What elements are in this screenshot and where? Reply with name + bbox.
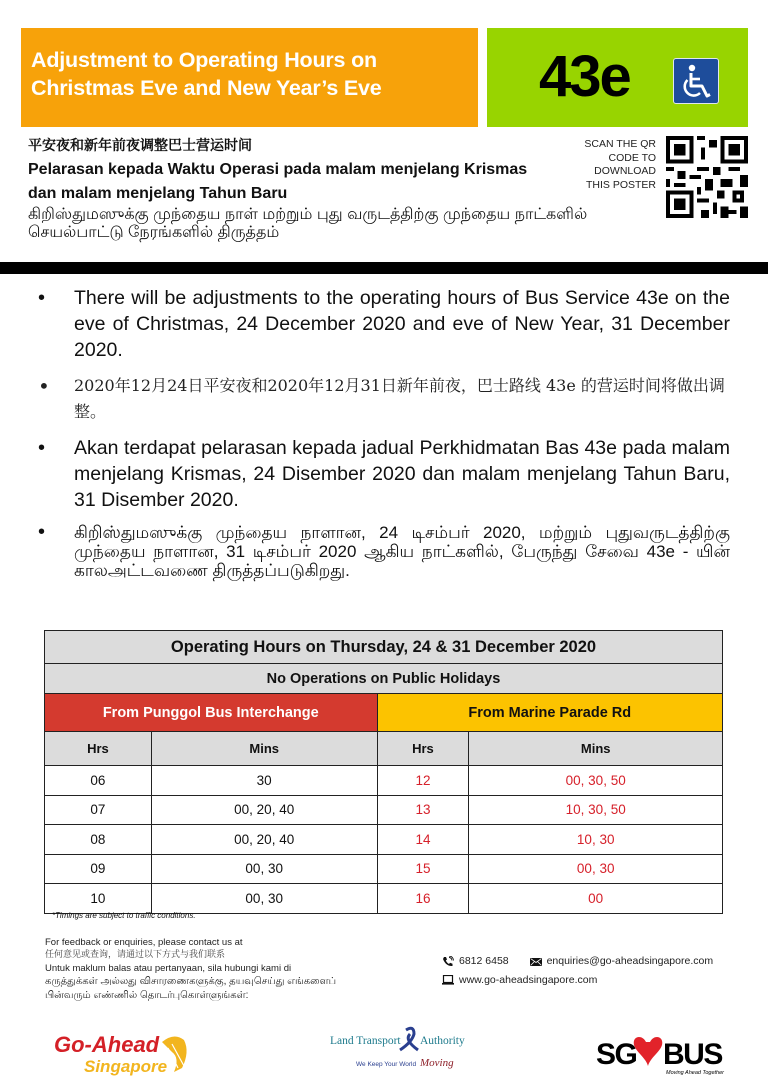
phone-link[interactable]: 6812 6458 [442, 953, 509, 969]
svg-text:Authority: Authority [420, 1035, 465, 1047]
column-header: Mins [469, 732, 723, 766]
table-row: 06 30 12 00, 30, 50 [45, 766, 723, 796]
lta-logo [328, 1026, 478, 1076]
subtitle-tamil: கிறிஸ்துமஸுக்கு முந்தைய நாள் மற்றும் புது வருடத்திற்கு முந்தைய நாட்களில் செயல்பாட்டு நேரங்களில் திருத்தம் [28, 206, 588, 241]
qr-instructions: SCAN THE QR CODE TO DOWNLOAD THIS POSTER [584, 138, 656, 191]
svg-text:Go-Ahead: Go-Ahead [54, 1032, 160, 1057]
svg-text:Moving: Moving [420, 1057, 454, 1069]
announcement-tamil: • கிறிஸ்துமஸுக்கு முந்தைய நாளான, 24 டிசம்பர் 2020, மற்றும் புதுவருடத்திற்கு முந்தைய நாளான, 31 டிசம்பர் 2020 ஆகிய நாட்களில், பேருந்து சேவை 43e - யின் காலஅட்டவணை திருத்தப்படுகிறது. [38, 521, 730, 580]
table-row: 07 00, 20, 40 13 10, 30, 50 [45, 795, 723, 825]
column-header: Hrs [377, 732, 469, 766]
go-ahead-logo [52, 1028, 192, 1078]
subtitle-chinese: 平安夜和新年前夜调整巴士营运时间 [28, 138, 252, 154]
laptop-icon [442, 974, 454, 985]
website-link[interactable]: www.go-aheadsingapore.com [442, 972, 597, 988]
schedule-note: No Operations on Public Holidays [45, 664, 723, 694]
svg-text:SG: SG [596, 1038, 637, 1071]
route-badge [487, 28, 748, 127]
schedule-title: Operating Hours on Thursday, 24 & 31 December 2020 [45, 631, 723, 664]
notice-title-banner [21, 28, 478, 127]
title-line-2: Christmas Eve and New Year’s Eve [31, 76, 382, 100]
contact-instructions: For feedback or enquiries, please contact us at 任何意见或查询，请通过以下方式与我们联系 Untuk maklum balas atau pertanyaan, sila hubungi kami di கருத்துக்கள் அல்லது விசாரணைகளுக்கு, தயவுசெய்து எங்களைப் பின்வரும் எண்ணில் தொடர்புகொள்ளுங்கள்: [45, 937, 337, 1001]
table-row: 09 00, 30 15 00, 30 [45, 854, 723, 884]
direction-marine-parade: From Marine Parade Rd [377, 694, 722, 732]
title-line-1: Adjustment to Operating Hours on [31, 48, 377, 72]
phone-icon [442, 956, 454, 967]
contact-details [442, 953, 731, 990]
column-header: Mins [151, 732, 377, 766]
email-link[interactable]: enquiries@go-aheadsingapore.com [530, 953, 714, 969]
column-header: Hrs [45, 732, 152, 766]
svg-text:Land Transport: Land Transport [330, 1035, 401, 1047]
qr-code[interactable] [666, 136, 748, 218]
schedule-footnote: *Timings are subject to traffic conditions. [52, 911, 196, 920]
route-number: 43e [539, 44, 630, 109]
subtitle-malay: Pelarasan kepada Waktu Operasi pada malam menjelang Krismas dan malam menjelang Tahun Baru [28, 161, 528, 202]
svg-text:We Keep Your World: We Keep Your World [356, 1061, 417, 1068]
announcement-english: • There will be adjustments to the operating hours of Bus Service 43e on the eve of Christmas, 24 December 2020 and eve of New Year, 31 December 2020. [38, 287, 730, 361]
table-row: 08 00, 20, 40 14 10, 30 [45, 825, 723, 855]
announcement-list [30, 285, 730, 590]
wheelchair-icon [673, 58, 719, 104]
mail-icon [530, 956, 542, 967]
divider-bar [0, 262, 768, 274]
schedule-table [44, 630, 723, 914]
svg-text:Moving Ahead Together: Moving Ahead Together [666, 1070, 724, 1076]
sg-bus-logo [596, 1030, 731, 1078]
announcement-chinese: • 2020年12月24日平安夜和2020年12月31日新年前夜，巴士路线 43e 的营运时间将做出调整。 [38, 374, 725, 421]
svg-text:BUS: BUS [663, 1038, 722, 1071]
table-row: 10 00, 30 16 00 [45, 884, 723, 914]
svg-text:Singapore: Singapore [84, 1057, 168, 1076]
direction-punggol: From Punggol Bus Interchange [45, 694, 378, 732]
announcement-malay: • Akan terdapat pelarasan kepada jadual Perkhidmatan Bas 43e pada malam menjelang Krismas, 24 Disember 2020 dan malam menjelang Tahun Baru, 31 Disember 2020. [38, 437, 730, 511]
